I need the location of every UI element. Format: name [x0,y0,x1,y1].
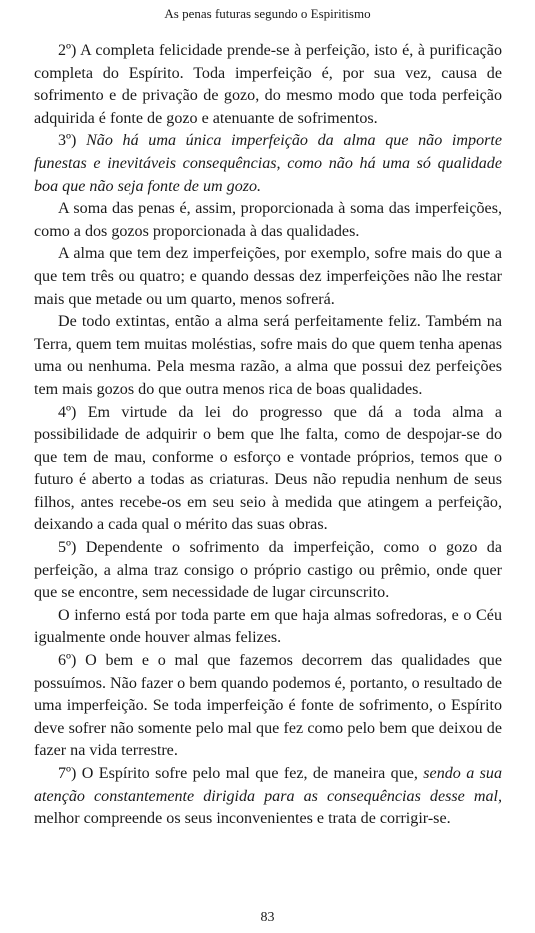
paragraph-6 [34,650,502,763]
paragraph-4 [34,402,502,538]
paragraph-sum [34,198,502,243]
paragraph-text: 7º) O Espírito sofre pelo mal que fez, de maneira que, [58,765,424,782]
paragraph-3 [34,130,502,198]
paragraph-number: 3º) [58,132,87,150]
paragraph-text: 4º) Em virtude da lei do progresso que dá a toda alma a possibilidade de adquirir o bem que lhe falta, como de despojar-se do que tem de mau, conforme o esforço e vontade próprios, temos que o futuro é aberto a todas as criaturas. Deus não repudia nenhum de seus filhos, antes recebe-os em seu seio à medida que atingem a perfeição, deixando a cada qual o mérito das suas obras. [34,403,502,534]
paragraph-text: 2º) A completa felicidade prende-se à perfeição, isto é, à purificação completa do Espírito. Toda imperfeição é, por sua vez, causa de sofrimento e de privação de gozo, do mesmo modo que toda perfeição adquirida é fonte de gozo e atenuante de sofrimentos. [34,42,502,127]
body-text [34,40,502,831]
paragraph-7 [34,763,502,831]
running-header: As penas futuras segundo o Espiritismo [164,6,371,21]
paragraph-text: A soma das penas é, assim, proporcionada à soma das imperfeições, como a dos gozos proporcionada à das qualidades. [34,200,502,240]
italic-text: sendo a sua atenção constantemente dirigida para as consequências desse mal, [34,765,502,805]
paragraph-text: O inferno está por toda parte em que haja almas sofredoras, e o Céu igualmente onde houver almas felizes. [34,606,502,647]
paragraph-2 [34,40,502,130]
paragraph-5 [34,537,502,605]
paragraph-text: melhor compreende os seus inconvenientes e trata de corrigir-se. [34,810,451,828]
italic-text: Não há uma única imperfeição da alma que não importe funestas e inevitáveis consequências, como não há uma só qualidade boa que não seja fonte de um gozo. [34,132,502,195]
paragraph-text: 6º) O bem e o mal que fazemos decorrem das qualidades que possuímos. Não fazer o bem quando podemos é, portanto, o resultado de uma imperfeição. Se toda imperfeição é fonte de sofrimento, o Espírito deve sofrer não somente pelo mal que fez como pelo bem que deixou de fazer na vida terrestre. [34,652,502,760]
paragraph-text: De todo extintas, então a alma será perfeitamente feliz. Também na Terra, quem tem muitas moléstias, sofre mais do que quem tenha apenas uma ou nenhuma. Pela mesma razão, a alma que possui dez perfeições tem mais gozos do que outra menos rica de boas qualidades. [34,313,502,398]
paragraph-text: A alma que tem dez imperfeições, por exemplo, sofre mais do que a que tem três ou quatro; e quando dessas dez imperfeições não lhe restar mais que metade ou um quarto, menos sofrerá. [34,245,502,308]
paragraph-extinct [34,311,502,401]
page-number: 83 [260,910,275,925]
paragraph-ten-imperfections [34,243,502,311]
paragraph-text: 5º) Dependente o sofrimento da imperfeição, como o gozo da perfeição, a alma traz consigo o próprio castigo ou prêmio, onde quer que se encontre, sem necessidade de lugar circunscrito. [34,539,502,602]
paragraph-inferno [34,605,502,650]
